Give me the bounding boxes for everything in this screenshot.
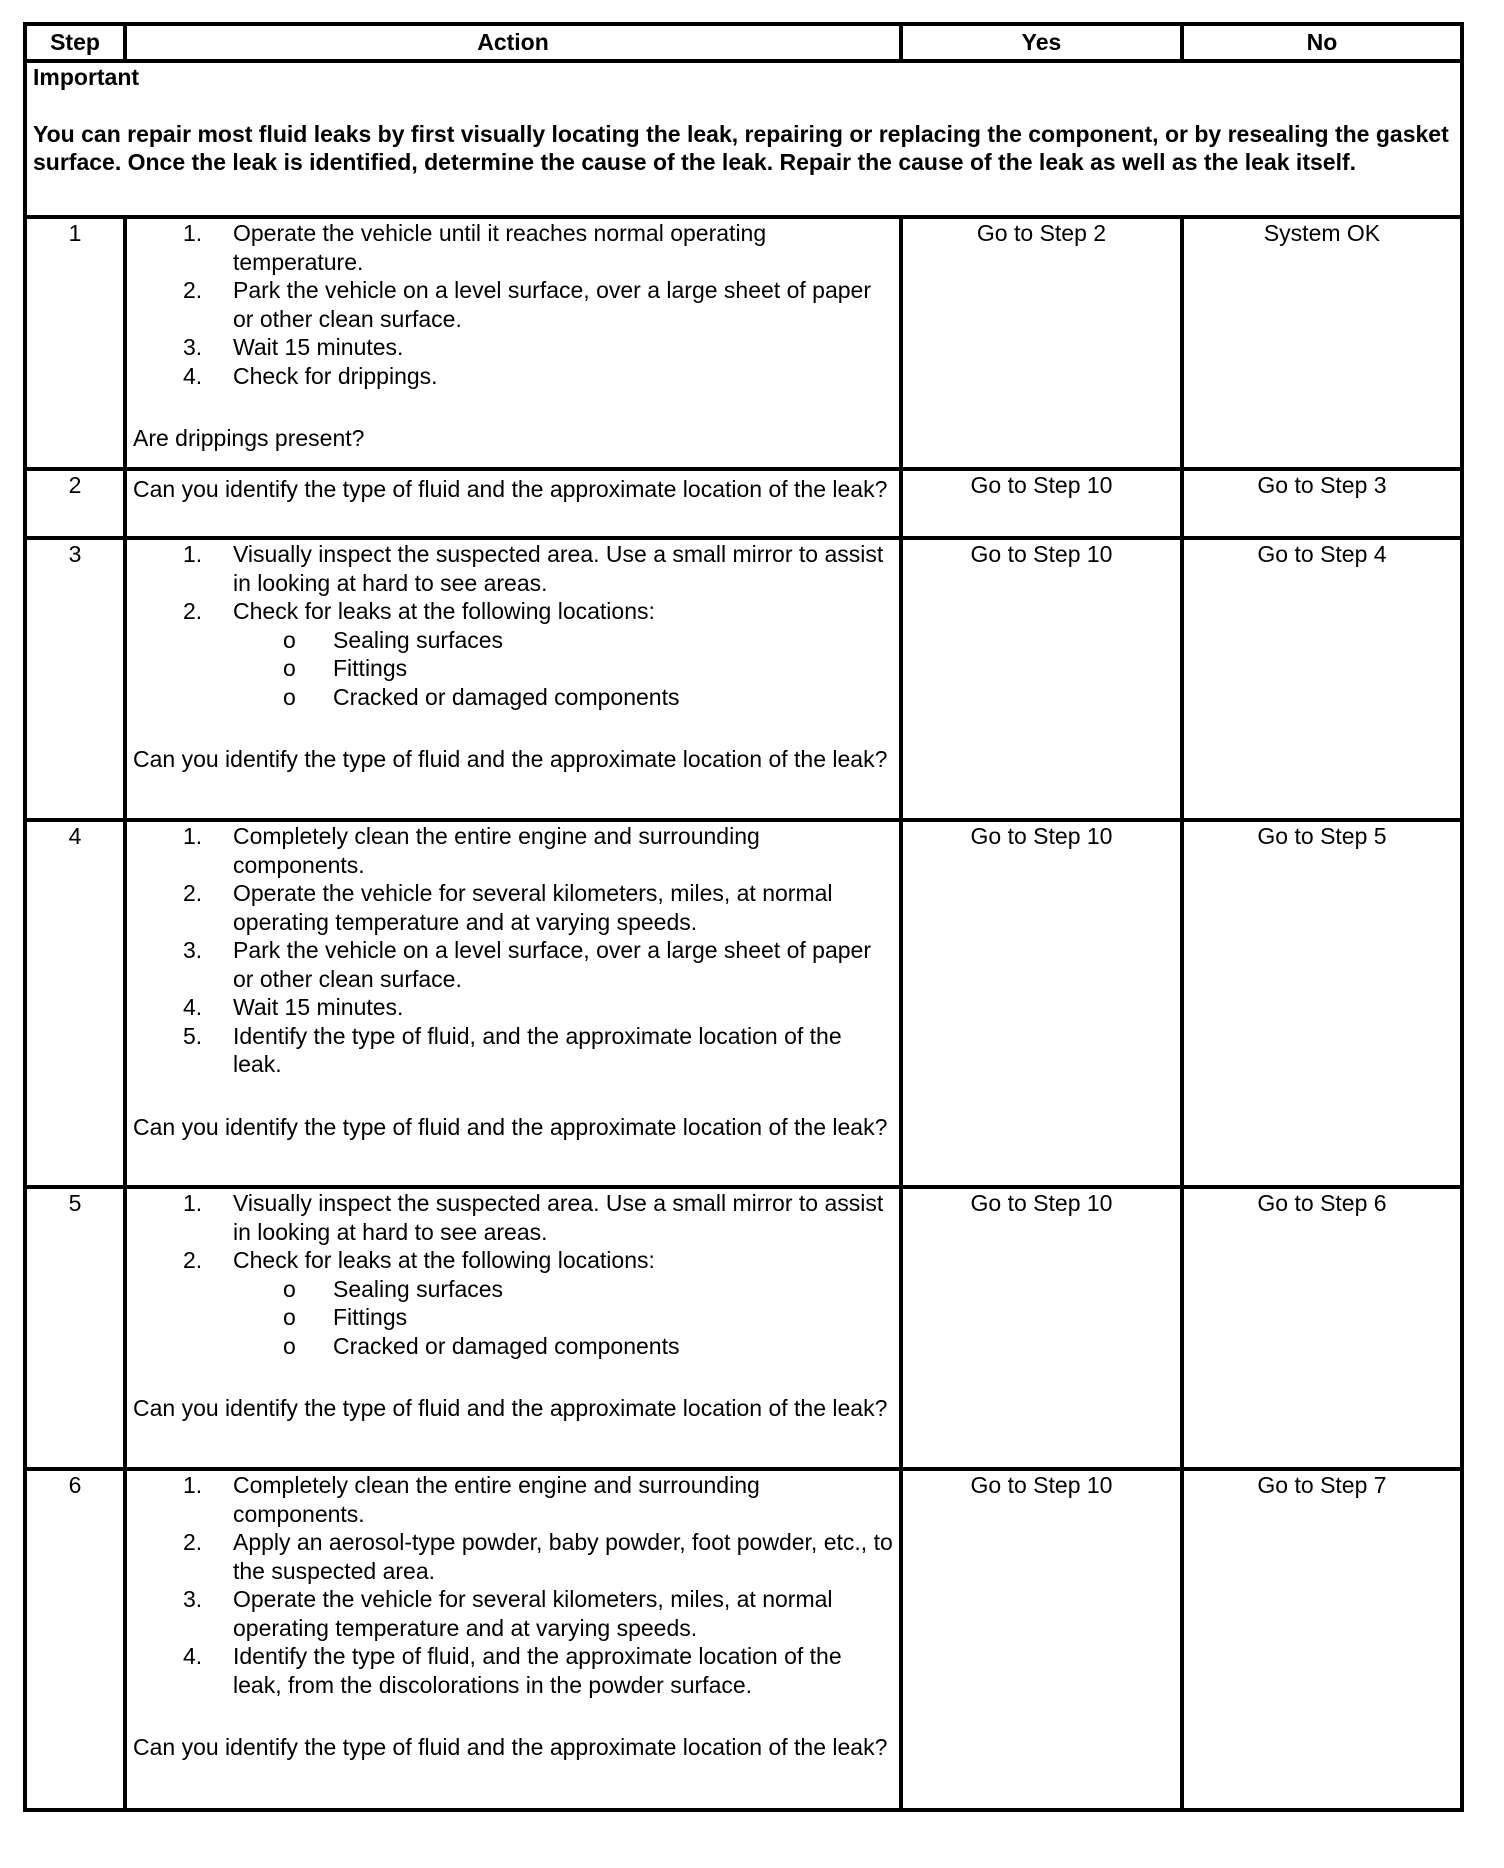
item-number: 4. <box>183 1643 203 1669</box>
procedure-item <box>133 993 893 1022</box>
diagnostic-question: Can you identify the type of fluid and the approximate location of the leak? <box>133 1395 888 1421</box>
yes-result: Go to Step 10 <box>901 469 1182 538</box>
step-number: 3 <box>25 538 125 820</box>
item-number: 1. <box>183 541 203 567</box>
item-text: Apply an aerosol-type powder, baby powder, foot powder, etc., to the suspected area. <box>233 1529 893 1584</box>
table-row <box>25 469 1462 538</box>
location-list <box>233 1275 893 1361</box>
step-number: 4 <box>25 820 125 1187</box>
item-number: 2. <box>183 598 203 624</box>
location-item <box>133 654 893 683</box>
procedure-item <box>133 540 893 597</box>
action-cell <box>125 1187 901 1469</box>
procedure-item <box>133 1471 893 1528</box>
procedure-item <box>133 362 893 391</box>
procedure-item <box>133 1528 893 1585</box>
bullet-icon: o <box>283 1332 296 1359</box>
procedure-item <box>133 1022 893 1079</box>
location-text: Fittings <box>333 1304 408 1330</box>
no-result: Go to Step 6 <box>1182 1187 1462 1469</box>
item-text: Operate the vehicle until it reaches normal operating temperature. <box>233 220 767 275</box>
item-text: Visually inspect the suspected area. Use a small mirror to assist in looking at hard to see areas. <box>233 1190 884 1245</box>
diagnostic-table <box>23 22 1464 1812</box>
location-text: Sealing surfaces <box>333 1275 504 1302</box>
procedure-item <box>133 1189 893 1246</box>
item-number: 4. <box>183 994 203 1020</box>
item-number: 3. <box>183 937 203 963</box>
diagnostic-question: Can you identify the type of fluid and the approximate location of the leak? <box>133 476 888 502</box>
location-text: Sealing surfaces <box>333 626 504 653</box>
procedure-list <box>133 1471 893 1699</box>
header-action: Action <box>125 24 901 61</box>
header-yes: Yes <box>901 24 1182 61</box>
location-item <box>133 1303 893 1332</box>
item-number: 2. <box>183 1247 203 1273</box>
bullet-icon: o <box>283 1275 296 1302</box>
header-step: Step <box>25 24 125 61</box>
procedure-item <box>133 1246 893 1360</box>
item-text: Completely clean the entire engine and surrounding components. <box>233 823 760 878</box>
location-item <box>133 1275 893 1304</box>
step-number: 5 <box>25 1187 125 1469</box>
item-text: Operate the vehicle for several kilometers, miles, at normal operating temperature and at varying speeds. <box>233 880 833 935</box>
no-result: Go to Step 4 <box>1182 538 1462 820</box>
item-number: 1. <box>183 1190 203 1216</box>
item-number: 2. <box>183 1529 203 1555</box>
step-number: 2 <box>25 469 125 538</box>
item-text: Check for leaks at the following locations: <box>233 1247 655 1273</box>
procedure-item <box>133 333 893 362</box>
location-item <box>133 626 893 655</box>
action-cell <box>125 217 901 469</box>
procedure-list <box>133 822 893 1079</box>
no-result: Go to Step 5 <box>1182 820 1462 1187</box>
location-text: Fittings <box>333 655 408 681</box>
no-result: Go to Step 7 <box>1182 1469 1462 1810</box>
procedure-item <box>133 1642 893 1699</box>
diagnostic-question: Can you identify the type of fluid and the approximate location of the leak? <box>133 1113 888 1140</box>
diagnostic-question: Are drippings present? <box>133 425 365 451</box>
location-item <box>133 683 893 712</box>
location-text: Cracked or damaged components <box>333 683 680 710</box>
diagnostic-question: Can you identify the type of fluid and the approximate location of the leak? <box>133 1734 888 1760</box>
table-row <box>25 538 1462 820</box>
location-list <box>233 626 893 712</box>
table-row <box>25 217 1462 469</box>
procedure-item <box>133 276 893 333</box>
item-number: 3. <box>183 334 203 360</box>
procedure-list <box>133 540 893 711</box>
item-text: Identify the type of fluid, and the approximate location of the leak. <box>233 1022 842 1077</box>
no-result: System OK <box>1182 217 1462 469</box>
bullet-icon: o <box>283 1304 296 1330</box>
item-number: 1. <box>183 823 203 849</box>
table-row <box>25 1187 1462 1469</box>
item-text: Park the vehicle on a level surface, over a large sheet of paper or other clean surface. <box>233 937 871 992</box>
procedure-item <box>133 219 893 276</box>
step-number: 1 <box>25 217 125 469</box>
item-number: 1. <box>183 1472 203 1498</box>
header-row <box>25 24 1462 61</box>
yes-result: Go to Step 10 <box>901 820 1182 1187</box>
bullet-icon: o <box>283 626 296 653</box>
diagnostic-question: Can you identify the type of fluid and the approximate location of the leak? <box>133 746 888 772</box>
procedure-item <box>133 822 893 879</box>
item-number: 2. <box>183 277 203 303</box>
action-cell <box>125 1469 901 1810</box>
procedure-item <box>133 597 893 711</box>
action-cell <box>125 820 901 1187</box>
location-item <box>133 1332 893 1361</box>
procedure-item <box>133 1585 893 1642</box>
procedure-list <box>133 1189 893 1360</box>
yes-result: Go to Step 2 <box>901 217 1182 469</box>
item-number: 3. <box>183 1586 203 1612</box>
item-text: Check for leaks at the following locations: <box>233 598 655 624</box>
action-cell <box>125 538 901 820</box>
table-row <box>25 820 1462 1187</box>
location-text: Cracked or damaged components <box>333 1332 680 1359</box>
header-no: No <box>1182 24 1462 61</box>
item-text: Visually inspect the suspected area. Use a small mirror to assist in looking at hard to see areas. <box>233 541 884 596</box>
important-row <box>25 61 1462 217</box>
item-number: 1. <box>183 220 203 246</box>
item-text: Park the vehicle on a level surface, over a large sheet of paper or other clean surface. <box>233 277 871 332</box>
item-number: 5. <box>183 1022 203 1049</box>
procedure-item <box>133 936 893 993</box>
action-cell <box>125 469 901 538</box>
item-text: Operate the vehicle for several kilometers, miles, at normal operating temperature and at varying speeds. <box>233 1586 833 1641</box>
important-title: Important <box>33 64 140 90</box>
item-text: Completely clean the entire engine and surrounding components. <box>233 1472 760 1527</box>
no-result: Go to Step 3 <box>1182 469 1462 538</box>
bullet-icon: o <box>283 655 296 681</box>
bullet-icon: o <box>283 683 296 710</box>
yes-result: Go to Step 10 <box>901 1469 1182 1810</box>
table-row <box>25 1469 1462 1810</box>
step-number: 6 <box>25 1469 125 1810</box>
item-text: Identify the type of fluid, and the approximate location of the leak, from the discolorations in the powder surface. <box>233 1643 842 1698</box>
item-text: Wait 15 minutes. <box>233 994 404 1020</box>
procedure-list <box>133 219 893 390</box>
yes-result: Go to Step 10 <box>901 538 1182 820</box>
yes-result: Go to Step 10 <box>901 1187 1182 1469</box>
important-text: You can repair most fluid leaks by first visually locating the leak, repairing or replacing the component, or by resealing the gasket surface. Once the leak is identified, determine the cause of the leak. Repair the cause of the leak as well as the leak itself. <box>33 120 1449 175</box>
item-text: Wait 15 minutes. <box>233 334 404 360</box>
important-note <box>25 61 1462 217</box>
procedure-item <box>133 879 893 936</box>
item-number: 4. <box>183 362 203 389</box>
item-number: 2. <box>183 880 203 906</box>
item-text: Check for drippings. <box>233 362 438 389</box>
